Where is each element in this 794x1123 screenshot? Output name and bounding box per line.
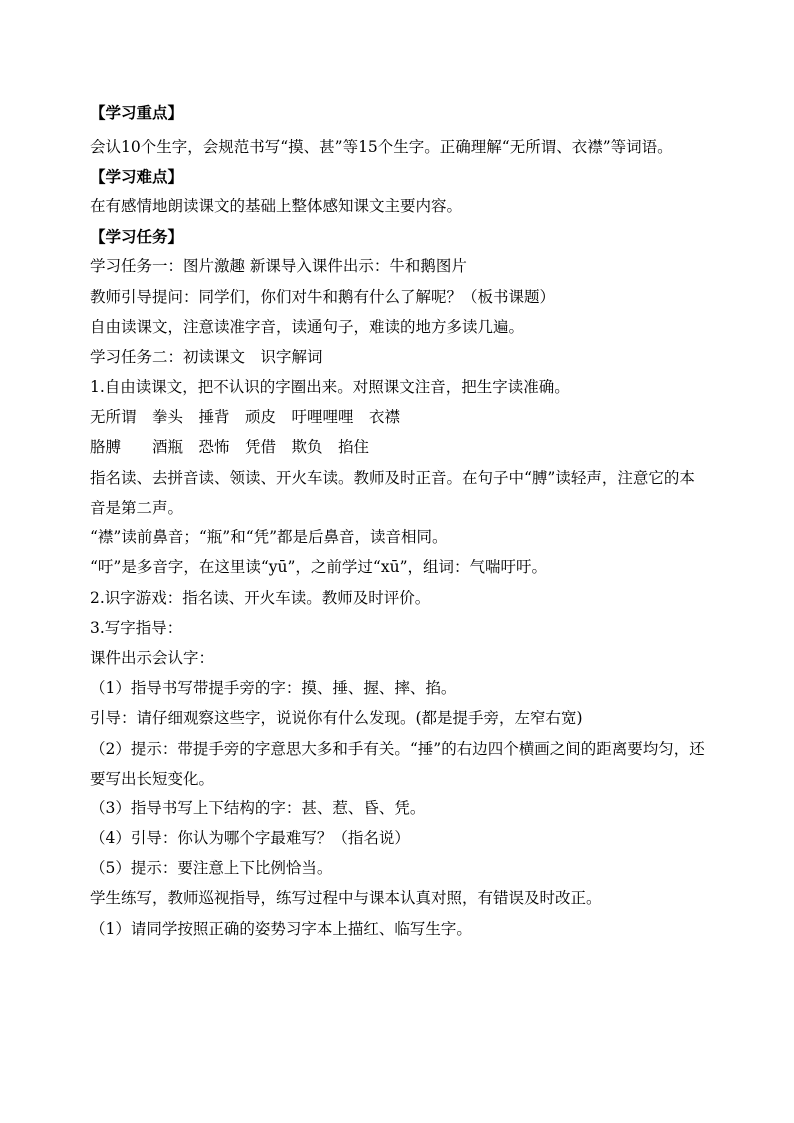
writing-guide-title: 3.写字指导： [90,618,183,637]
step-2: （2）提示：带提手旁的字意思大多和手有关。“捶”的右边四个横画之间的距离要均匀，还要写出长短变化。 [90,739,705,789]
practice-line: 学生练写，教师巡视指导，练写过程中与课本认真对照，有错误及时改正。 [90,889,602,908]
word-list-1: 无所谓 拳头 捶背 顽皮 吁哩哩哩 衣襟 [90,407,401,426]
task-line-5: 1.自由读课文，把不认识的字圈出来。对照课文注音，把生字读准确。 [90,377,570,396]
word-list-2: 胳膊 酒瓶 恐怖 凭借 欺负 掐住 [90,438,370,457]
game-line: 2.识字游戏：指名读、开火车读。教师及时评价。 [90,588,431,607]
pronunciation-note-1: 指名读、去拼音读、领读、开火车读。教师及时正音。在句子中“膊”读轻声，注意它的本音是第二声。 [90,469,695,518]
step-4: （4）引导：你认为哪个字最难写？（指名说） [90,829,410,848]
step-3: （3）指导书写上下结构的字：甚、惹、昏、凭。 [90,799,426,818]
task-line-2: 教师引导提问：同学们，你们对牛和鹅有什么了解呢？（板书课题） [90,287,556,306]
task-line-1: 学习任务一：图片激趣 新课导入课件出示：牛和鹅图片 [90,257,467,276]
pronunciation-note-3: “吁”是多音字，在这里读“yū”，之前学过“xū”，组词：气喘吁吁。 [90,558,548,577]
task-line-3: 自由读课文，注意读准字音，读通句子，难读的地方多读几遍。 [90,317,525,336]
courseware-line: 课件出示会认字： [90,648,215,667]
task-heading: 【学习任务】 [90,227,184,247]
difficulty-heading: 【学习难点】 [90,167,184,187]
step-1: （1）指导书写带提手旁的字：摸、捶、握、摔、掐。 [90,678,457,697]
focus-text: 会认10个生字，会规范书写“摸、甚”等15个生字。正确理解“无所谓、衣襟”等词语。 [90,138,673,157]
practice-step-1: （1）请同学按照正确的姿势习字本上描红、临写生字。 [90,919,472,938]
document-page [90,102,710,949]
guide-line: 引导：请仔细观察这些字，说说你有什么发现。(都是提手旁，左窄右宽) [90,708,583,727]
focus-heading: 【学习重点】 [90,103,184,122]
step-5: （5）提示：要注意上下比例恰当。 [90,859,333,878]
difficulty-text: 在有感情地朗读课文的基础上整体感知课文主要内容。 [90,197,463,216]
task-line-4: 学习任务二：初读课文 识字解词 [90,347,323,366]
pronunciation-note-2: “襟”读前鼻音；“瓶”和“凭”都是后鼻音，读音相同。 [90,528,448,547]
